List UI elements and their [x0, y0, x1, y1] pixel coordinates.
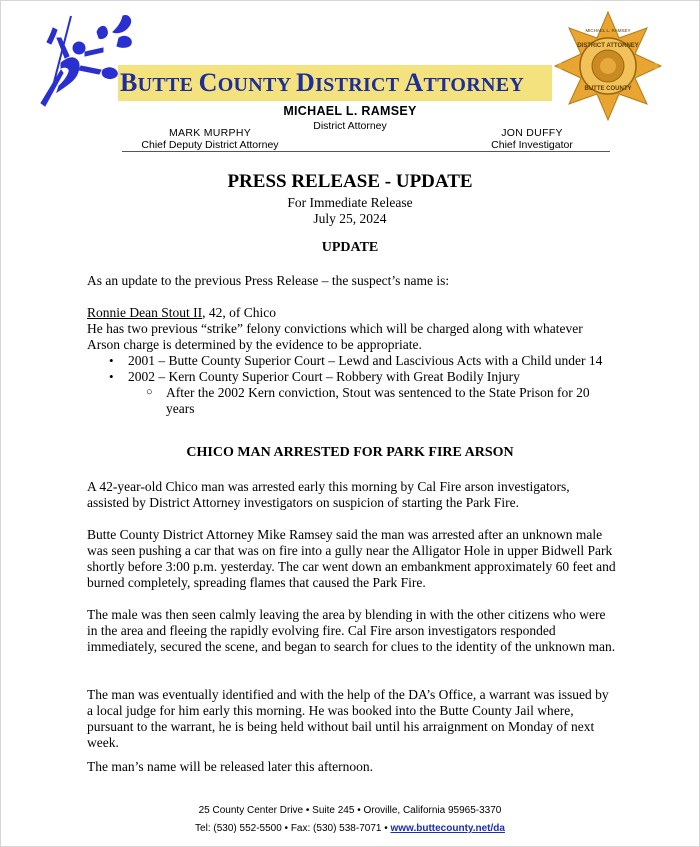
svg-text:DISTRICT ATTORNEY: DISTRICT ATTORNEY — [577, 43, 639, 49]
header-divider — [122, 151, 610, 152]
office-banner-title: BUTTE COUNTY DISTRICT ATTORNEY — [120, 68, 525, 97]
suspect-details: , 42, of Chico — [202, 305, 276, 320]
bullet-dot: • — [109, 369, 114, 384]
svg-text:BUTTE COUNTY: BUTTE COUNTY — [584, 86, 632, 92]
district-attorney-title: District Attorney — [313, 120, 387, 132]
arrest-heading: CHICO MAN ARRESTED FOR PARK FIRE ARSON — [186, 445, 514, 460]
paragraph-1: A 42-year-old Chico man was arrested early this morning by Cal Fire arson investigators, assisted by District Attorney investigators on suspicion of starting the Park Fire. — [87, 479, 570, 510]
release-date: July 25, 2024 — [313, 211, 387, 226]
bullet-dot: • — [109, 353, 114, 368]
chief-deputy-title: Chief Deputy District Attorney — [141, 139, 279, 151]
paragraph-4: The man was eventually identified and with the help of the DA’s Office, a warrant was issued by a local judge for him early this morning. He was booked into the Butte County Jail where, pursuant to the warrant, he is being held without bail until his arraignment on Monday of next week. — [87, 687, 609, 750]
paragraph-3: The male was then seen calmly leaving the area by blending in with the other citizens who were in the area and fleeing the rapidly evolving fire. Cal Fire arson investigators responded immediately, secured the scene, and began to search for clues to the identity of the unknown man. — [87, 607, 616, 654]
strike-paragraph: He has two previous “strike” felony convictions which will be charged along with whatever Arson charge is determined by the evidence to be appropriate. — [87, 321, 583, 352]
bullet-item-1: 2001 – Butte County Superior Court – Lewd and Lascivious Acts with a Child under 14 — [128, 353, 603, 368]
press-release-title: PRESS RELEASE - UPDATE — [227, 171, 473, 192]
release-subtitle: For Immediate Release — [287, 195, 413, 210]
paragraph-5: The man’s name will be released later this afternoon. — [87, 759, 374, 774]
chief-investigator-title: Chief Investigator — [491, 139, 573, 151]
sub-bullet-item: After the 2002 Kern conviction, Stout was sentenced to the State Prison for 20 years — [166, 385, 590, 416]
website-link[interactable]: www.buttecounty.net/da — [390, 823, 505, 834]
suspect-line — [87, 305, 607, 321]
footer-address: 25 County Center Drive • Suite 245 • Oroville, California 95965-3370 — [198, 805, 502, 816]
chief-deputy-block — [135, 127, 285, 151]
chief-deputy-name: MARK MURPHY — [168, 127, 252, 139]
suspect-name: Ronnie Dean Stout II — [87, 305, 203, 320]
chief-investigator-block — [472, 127, 592, 151]
paragraph-2: Butte County District Attorney Mike Ramsey said the man was arrested after an unknown male was seen pushing a car that was on fire into a gully near the Alligator Hole in upper Bidwell Park shortly before 3:00 p.m. yesterday. The car went down an embankment approximately 60 feet and burned completely, spreading flames that caused the Park Fire. — [87, 527, 616, 590]
footer-phones: Tel: (530) 552-5500 • Fax: (530) 538-7071 • — [195, 823, 391, 834]
update-intro: As an update to the previous Press Release – the suspect’s name is: — [87, 273, 450, 288]
sub-bullet-circle: ○ — [146, 386, 153, 398]
footer-contact — [0, 823, 700, 834]
district-attorney-name: MICHAEL L. RAMSEY — [283, 104, 417, 118]
chief-investigator-name: JON DUFFY — [501, 127, 563, 139]
svg-text:MICHAEL L. RAMSEY: MICHAEL L. RAMSEY — [585, 28, 631, 33]
bullet-item-2: 2002 – Kern County Superior Court – Robbery with Great Bodily Injury — [128, 369, 520, 384]
update-heading: UPDATE — [321, 240, 379, 255]
